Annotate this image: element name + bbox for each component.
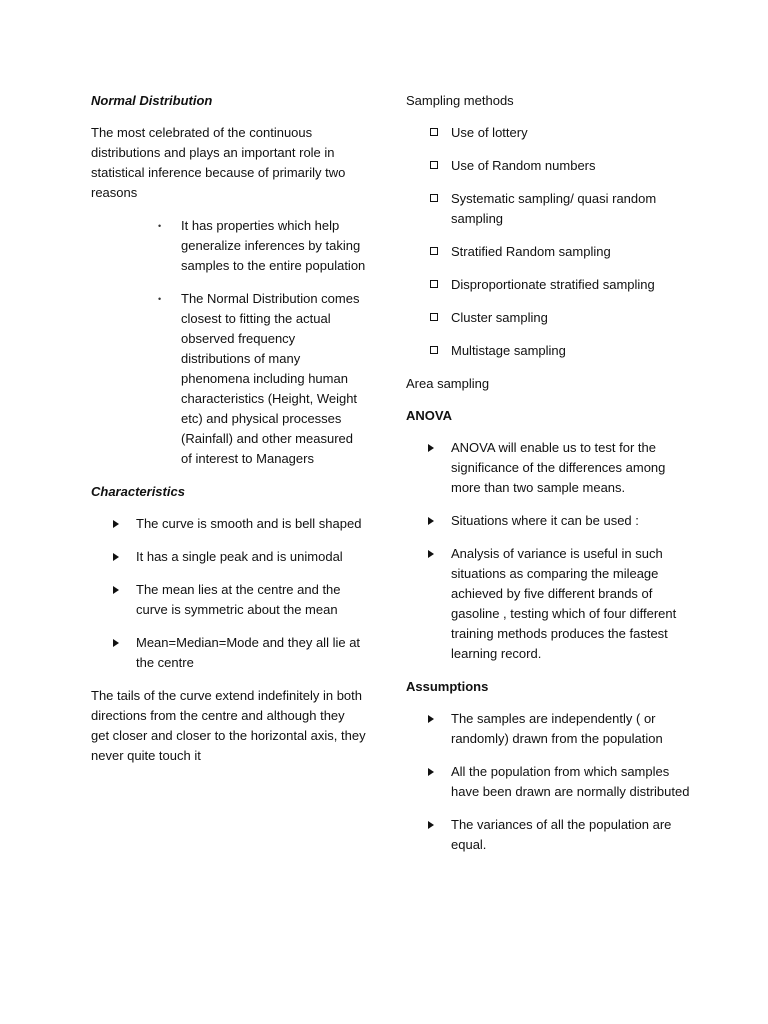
left-column [91, 91, 366, 779]
list-item-text: Analysis of variance is useful in such situations as comparing the mileage achieved by five different brands of gasoline , testing which of four different training methods produces the fastest learning record. [451, 546, 677, 661]
anova-heading: ANOVA [406, 408, 452, 423]
list-item-text: Use of lottery [451, 125, 528, 140]
checkbox-bullet-icon [430, 346, 438, 354]
arrow-bullet-icon [113, 520, 119, 528]
bullet-dot-icon: • [158, 221, 162, 231]
list-item [91, 216, 366, 276]
list-item [406, 438, 696, 498]
list-item [406, 156, 696, 176]
arrow-bullet-icon [428, 517, 434, 525]
list-item-text: It has a single peak and is unimodal [136, 549, 343, 564]
checkbox-bullet-icon [430, 194, 438, 202]
list-item-text: The mean lies at the centre and the curve is symmetric about the mean [136, 582, 341, 617]
list-item-text: It has properties which help generalize inferences by taking samples to the entire population [181, 218, 366, 273]
characteristics-heading: Characteristics [91, 484, 185, 499]
list-item-text: Systematic sampling/ quasi random sampling [451, 191, 657, 226]
list-item [91, 580, 366, 620]
list-item-text: Stratified Random sampling [451, 244, 611, 259]
list-item [406, 275, 696, 295]
checkbox-bullet-icon [430, 280, 438, 288]
list-item [91, 547, 366, 567]
list-item [406, 815, 696, 855]
list-item [406, 762, 696, 802]
list-item [406, 341, 696, 361]
list-item-text: The variances of all the population are equal. [451, 817, 672, 852]
list-item [406, 511, 696, 531]
list-item [91, 289, 366, 469]
assumptions-heading: Assumptions [406, 679, 489, 694]
list-item [91, 633, 366, 673]
sampling-methods-heading: Sampling methods [406, 93, 514, 108]
list-item [91, 514, 366, 534]
list-item [406, 123, 696, 143]
checkbox-bullet-icon [430, 161, 438, 169]
list-item [406, 189, 696, 229]
normal-distribution-intro: The most celebrated of the continuous distributions and plays an important role in statistical inference because of primarily two reasons [91, 125, 346, 200]
tails-paragraph: The tails of the curve extend indefinitely in both directions from the centre and although they get closer and closer to the horizontal axis, they never quite touch it [91, 688, 366, 763]
arrow-bullet-icon [113, 639, 119, 647]
arrow-bullet-icon [113, 586, 119, 594]
list-item-text: Mean=Median=Mode and they all lie at the centre [136, 635, 361, 670]
list-item-text: The Normal Distribution comes closest to fitting the actual observed frequency distributions of many phenomena including human characteristics (Height, Weight etc) and physical processes (Rainfall) and other measured of interest to Managers [181, 291, 360, 466]
reasons-list [91, 216, 366, 469]
list-item-text: Cluster sampling [451, 310, 548, 325]
arrow-bullet-icon [428, 444, 434, 452]
checkbox-bullet-icon [430, 128, 438, 136]
area-sampling-text: Area sampling [406, 376, 490, 391]
anova-list [406, 438, 696, 664]
list-item [406, 544, 696, 664]
right-column [406, 91, 696, 868]
list-item-text: Situations where it can be used : [451, 513, 639, 528]
list-item [406, 308, 696, 328]
assumptions-list [406, 709, 696, 855]
arrow-bullet-icon [428, 550, 434, 558]
checkbox-bullet-icon [430, 247, 438, 255]
list-item-text: Multistage sampling [451, 343, 566, 358]
list-item-text: ANOVA will enable us to test for the significance of the differences among more than two sample means. [451, 440, 666, 495]
list-item-text: Use of Random numbers [451, 158, 596, 173]
list-item [406, 709, 696, 749]
characteristics-list [91, 514, 366, 673]
arrow-bullet-icon [428, 821, 434, 829]
list-item-text: All the population from which samples have been drawn are normally distributed [451, 764, 690, 799]
arrow-bullet-icon [428, 768, 434, 776]
list-item-text: The curve is smooth and is bell shaped [136, 516, 362, 531]
list-item-text: The samples are independently ( or randomly) drawn from the population [451, 711, 663, 746]
checkbox-bullet-icon [430, 313, 438, 321]
arrow-bullet-icon [113, 553, 119, 561]
list-item-text: Disproportionate stratified sampling [451, 277, 655, 292]
sampling-methods-list [406, 123, 696, 361]
normal-distribution-heading: Normal Distribution [91, 93, 213, 108]
arrow-bullet-icon [428, 715, 434, 723]
bullet-dot-icon: • [158, 294, 162, 304]
list-item [406, 242, 696, 262]
